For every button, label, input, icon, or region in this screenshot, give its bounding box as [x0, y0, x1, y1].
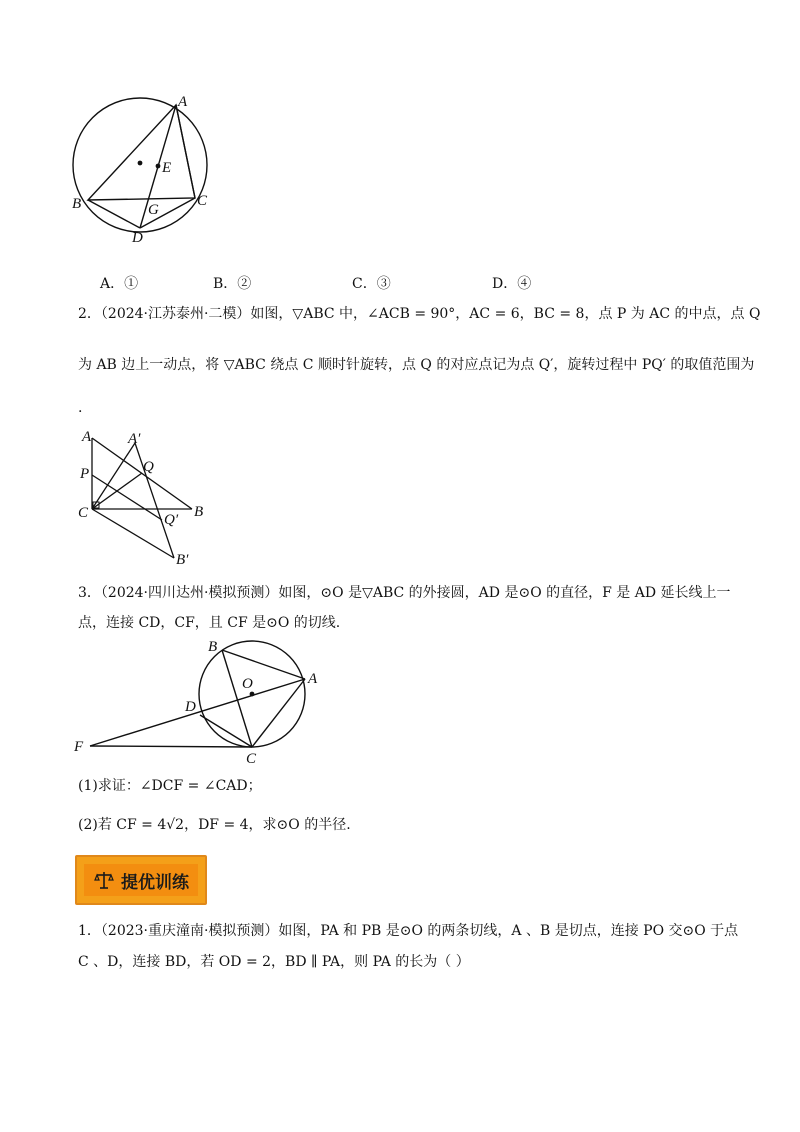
fig1-label-C: C: [197, 193, 208, 209]
fig3-label-A: A: [308, 671, 318, 687]
option-b: B．②: [213, 276, 252, 292]
q2-line-1: 2．（2024·江苏泰州·二模）如图，▽ABC 中，∠ACB = 90°，AC = 6，BC = 8，点 P 为 AC 的中点，点 Q: [78, 306, 761, 322]
fig2-label-Q-prime: Q′: [164, 512, 179, 528]
q4-line-1: 1．（2023·重庆潼南·模拟预测）如图，PA 和 PB 是⊙O 的两条切线，A 、B 是切点，连接 PO 交⊙O 于点: [78, 923, 739, 939]
q3-line-2: 点，连接 CD，CF，且 CF 是⊙O 的切线.: [78, 615, 341, 631]
q2-line-3: .: [78, 400, 83, 416]
fig2-label-B-prime: B′: [176, 552, 189, 568]
option-c: C．③: [352, 276, 391, 292]
q2-line-2: 为 AB 边上一动点，将 ▽ABC 绕点 C 顺时针旋转，点 Q 的对应点记为点 Q′，旋转过程中 PQ′ 的取值范围为: [78, 357, 755, 373]
fig3-label-D: D: [185, 699, 196, 715]
section-badge-inner: [84, 864, 198, 896]
fig1-label-A: A: [178, 94, 188, 110]
option-d: D．④: [492, 276, 532, 292]
section-title: 提优训练: [121, 872, 189, 893]
q4-line-2: C 、D，连接 BD，若 OD = 2，BD ∥ PA，则 PA 的长为（ ）: [78, 954, 470, 970]
fig1-label-B: B: [72, 196, 82, 212]
fig3-label-F: F: [74, 739, 84, 755]
figure-1-circle-triangle: [60, 90, 230, 250]
q3-part-1: (1)求证：∠DCF = ∠CAD；: [78, 778, 262, 794]
fig2-label-P: P: [80, 466, 90, 482]
fig2-label-A: A: [82, 429, 92, 445]
fig3-label-C: C: [246, 751, 257, 767]
q3-part-2: (2)若 CF = 4√2，DF = 4，求⊙O 的半径.: [78, 817, 351, 833]
figure-2-rotation: [70, 425, 220, 570]
fig3-label-B: B: [208, 639, 218, 655]
fig2-label-Q: Q: [143, 459, 154, 475]
fig3-label-O: O: [242, 676, 253, 692]
fig1-label-G: G: [148, 202, 159, 218]
fig1-label-E: E: [162, 160, 172, 176]
figure-3-tangent: [70, 635, 330, 770]
section-badge: [75, 855, 207, 905]
fig2-label-C: C: [78, 505, 89, 521]
fig1-label-D: D: [132, 230, 143, 246]
scale-icon: [93, 869, 115, 891]
fig2-label-B: B: [194, 504, 204, 520]
q3-line-1: 3．（2024·四川达州·模拟预测）如图，⊙O 是▽ABC 的外接圆，AD 是⊙O 的直径，F 是 AD 延长线上一: [78, 585, 731, 601]
option-a: A．①: [100, 276, 139, 292]
fig2-label-A-prime: A′: [128, 431, 141, 447]
